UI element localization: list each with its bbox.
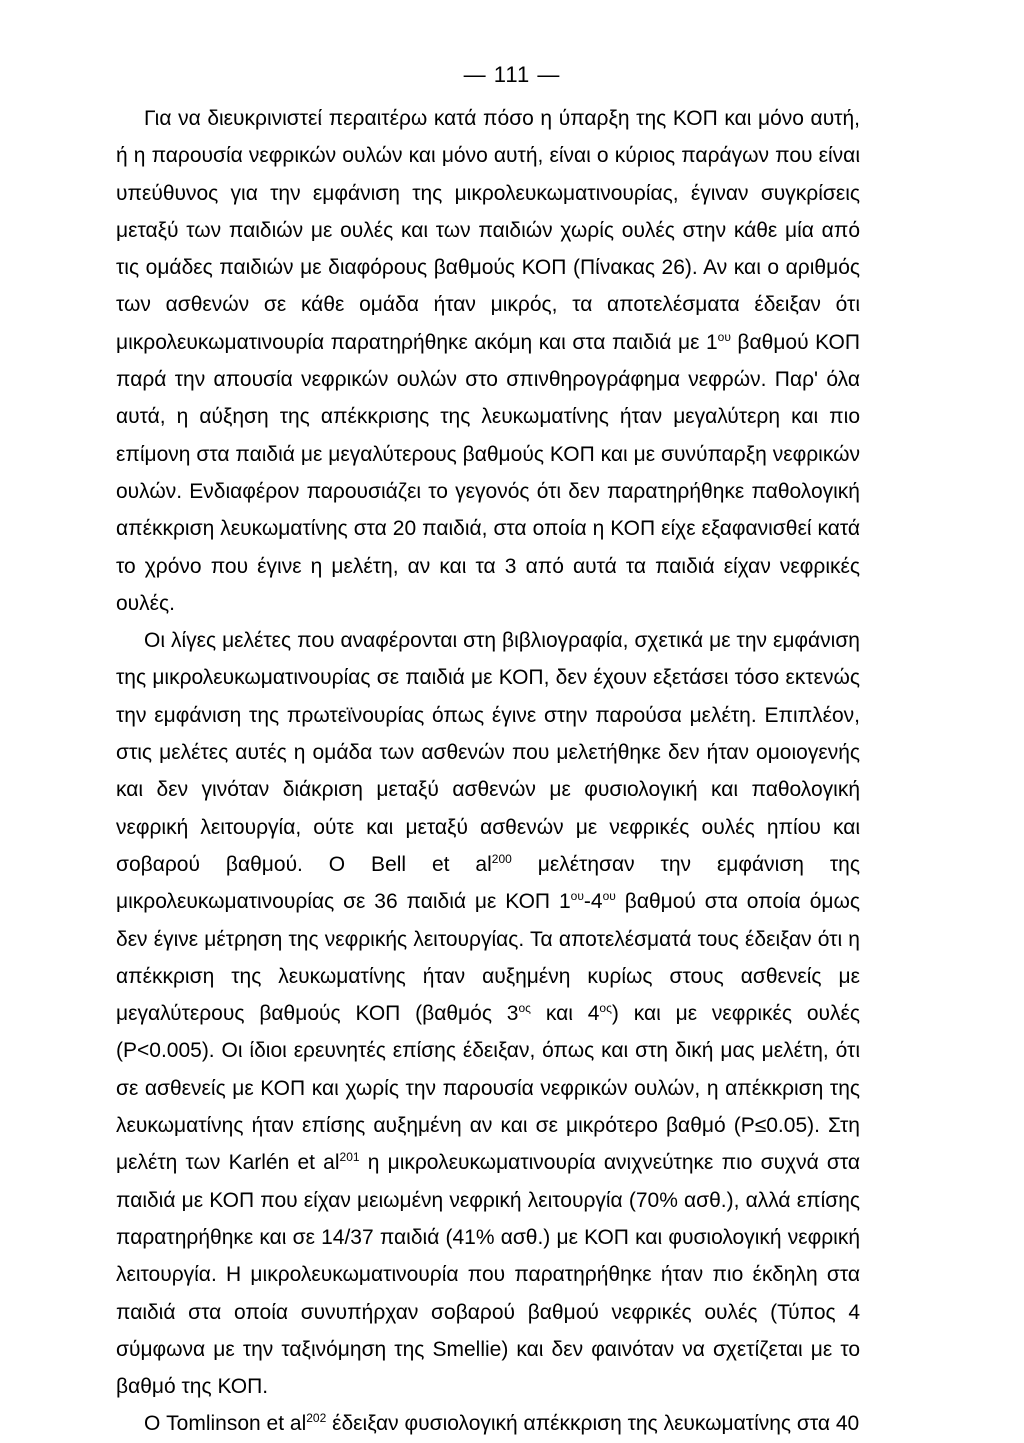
text-run: Ο Tomlinson et al [144,1412,307,1436]
superscript: 200 [491,851,512,866]
page-number: — 111 — [463,62,561,87]
superscript: ου [602,889,616,904]
superscript: 202 [306,1411,327,1426]
paragraph-3 [116,1405,860,1442]
superscript: ου [570,889,584,904]
text-run: ) και με νεφρικές ουλές (P<0.005). Οι ίδιοι ερευνητές επίσης έδειξαν, όπως και στη δική μας μελέτη, ότι σε ασθενείς με ΚΟΠ και χωρίς την παρουσία νεφρικών ουλών, η απέκκριση της λευκωματίνης ήταν επίσης αυξημένη αν και σε μικρότερο βαθμό (P≤0.05). Στη μελέτη των Karlén et al [116,1002,860,1175]
superscript: 201 [339,1150,360,1165]
superscript: ος [599,1001,612,1016]
text-run: μελέτησαν την εμφάνιση της μικρολευκωματινουρίας σε 36 παιδιά με ΚΟΠ 1 [116,852,860,914]
text-run: Για να διευκρινιστεί περαιτέρω κατά πόσο η ύπαρξη της ΚΟΠ και μόνο αυτή, ή η παρουσία νεφρικών ουλών και μόνο αυτή, είναι ο κύριος παράγων που είναι υπεύθυνος για την εμφάνιση της μικρολευκωματινουρίας, έγιναν συγκρίσεις μεταξύ των παιδιών με ουλές και των παιδιών χωρίς ουλές στην κάθε μία από τις ομάδες παιδιών με διαφόρους βαθμούς ΚΟΠ (Πίνακας 26). Αν και ο αριθμός των ασθενών σε κάθε ομάδα ήταν μικρός, τα αποτελέσματα έδειξαν ότι μικρολευκωματινουρία παρατηρήθηκε ακόμη και στα παιδιά με 1 [116,107,860,354]
paragraph-2 [116,622,860,1405]
text-run: έδειξαν φυσιολογική απέκκριση της λευκωματίνης στα 40 [326,1412,860,1436]
paragraph-1 [116,100,860,622]
text-run: η μικρολευκωματινουρία ανιχνεύτηκε πιο συχνά στα παιδιά με ΚΟΠ που είχαν μειωμένη νεφρική λειτουργία (70% ασθ.), αλλά επίσης παρατηρήθηκε και σε 14/37 παιδιά (41% ασθ.) με ΚΟΠ και φυσιολογική νεφρική λειτουργία. Η μικρολευκωματινουρία που παρατηρήθηκε ήταν πιο έκδηλη στα παιδιά στα οποία συνυπήρχαν σοβαρού βαθμού νεφρικές ουλές (Τύπος 4 σύμφωνα με την ταξινόμηση της Smellie) και δεν φαινόταν να σχετίζεται με το βαθμό της ΚΟΠ. [116,1151,860,1399]
text-run: -4 [583,890,603,914]
text-run: βαθμού στα οποία όμως δεν έγινε μέτρηση της νεφρικής λειτουργίας. Τα αποτελέσματά τους έδειξαν ότι η απέκκριση της λευκωματίνης ήταν αυξημένη κυρίως στους ασθενείς με μεγαλύτερους βαθμούς ΚΟΠ (βαθμός 3 [116,890,860,1026]
text-run: και 4 [530,1002,600,1026]
superscript: ος [518,1001,531,1016]
text-run: βαθμού ΚΟΠ παρά την απουσία νεφρικών ουλών στο σπινθηρογράφημα νεφρών. Παρ' όλα αυτά, η αύξηση της απέκκρισης της λευκωματίνης ήταν μεγαλύτερη και πιο επίμονη στα παιδιά με μεγαλύτερους βαθμούς ΚΟΠ και με συνύπαρξη νεφρικών ουλών. Ενδιαφέρον παρουσιάζει το γεγονός ότι δεν παρατηρήθηκε παθολογική απέκκριση λευκωματίνης στα 20 παιδιά, στα οποία η ΚΟΠ είχε εξαφανισθεί κατά το χρόνο που έγινε η μελέτη, αν και τα 3 από αυτά τα παιδιά είχαν νεφρικές ουλές. [116,330,860,615]
body-text [116,100,860,1443]
text-run: Οι λίγες μελέτες που αναφέρονται στη βιβλιογραφία, σχετικά με την εμφάνιση της μικρολευκωματινουρίας σε παιδιά με ΚΟΠ, δεν έχουν εξετάσει τόσο εκτενώς την εμφάνιση της πρωτεϊνουρίας όπως έγινε στην παρούσα μελέτη. Επιπλέον, στις μελέτες αυτές η ομάδα των ασθενών που μελετήθηκε δεν ήταν ομοιογενής και δεν γινόταν διάκριση μεταξύ ασθενών με φυσιολογική και παθολογική νεφρική λειτουργία, ούτε και μεταξύ ασθενών με νεφρικές ουλές ηπίου και σοβαρού βαθμού. Ο Bell et al [116,629,860,876]
superscript: ου [717,329,731,344]
